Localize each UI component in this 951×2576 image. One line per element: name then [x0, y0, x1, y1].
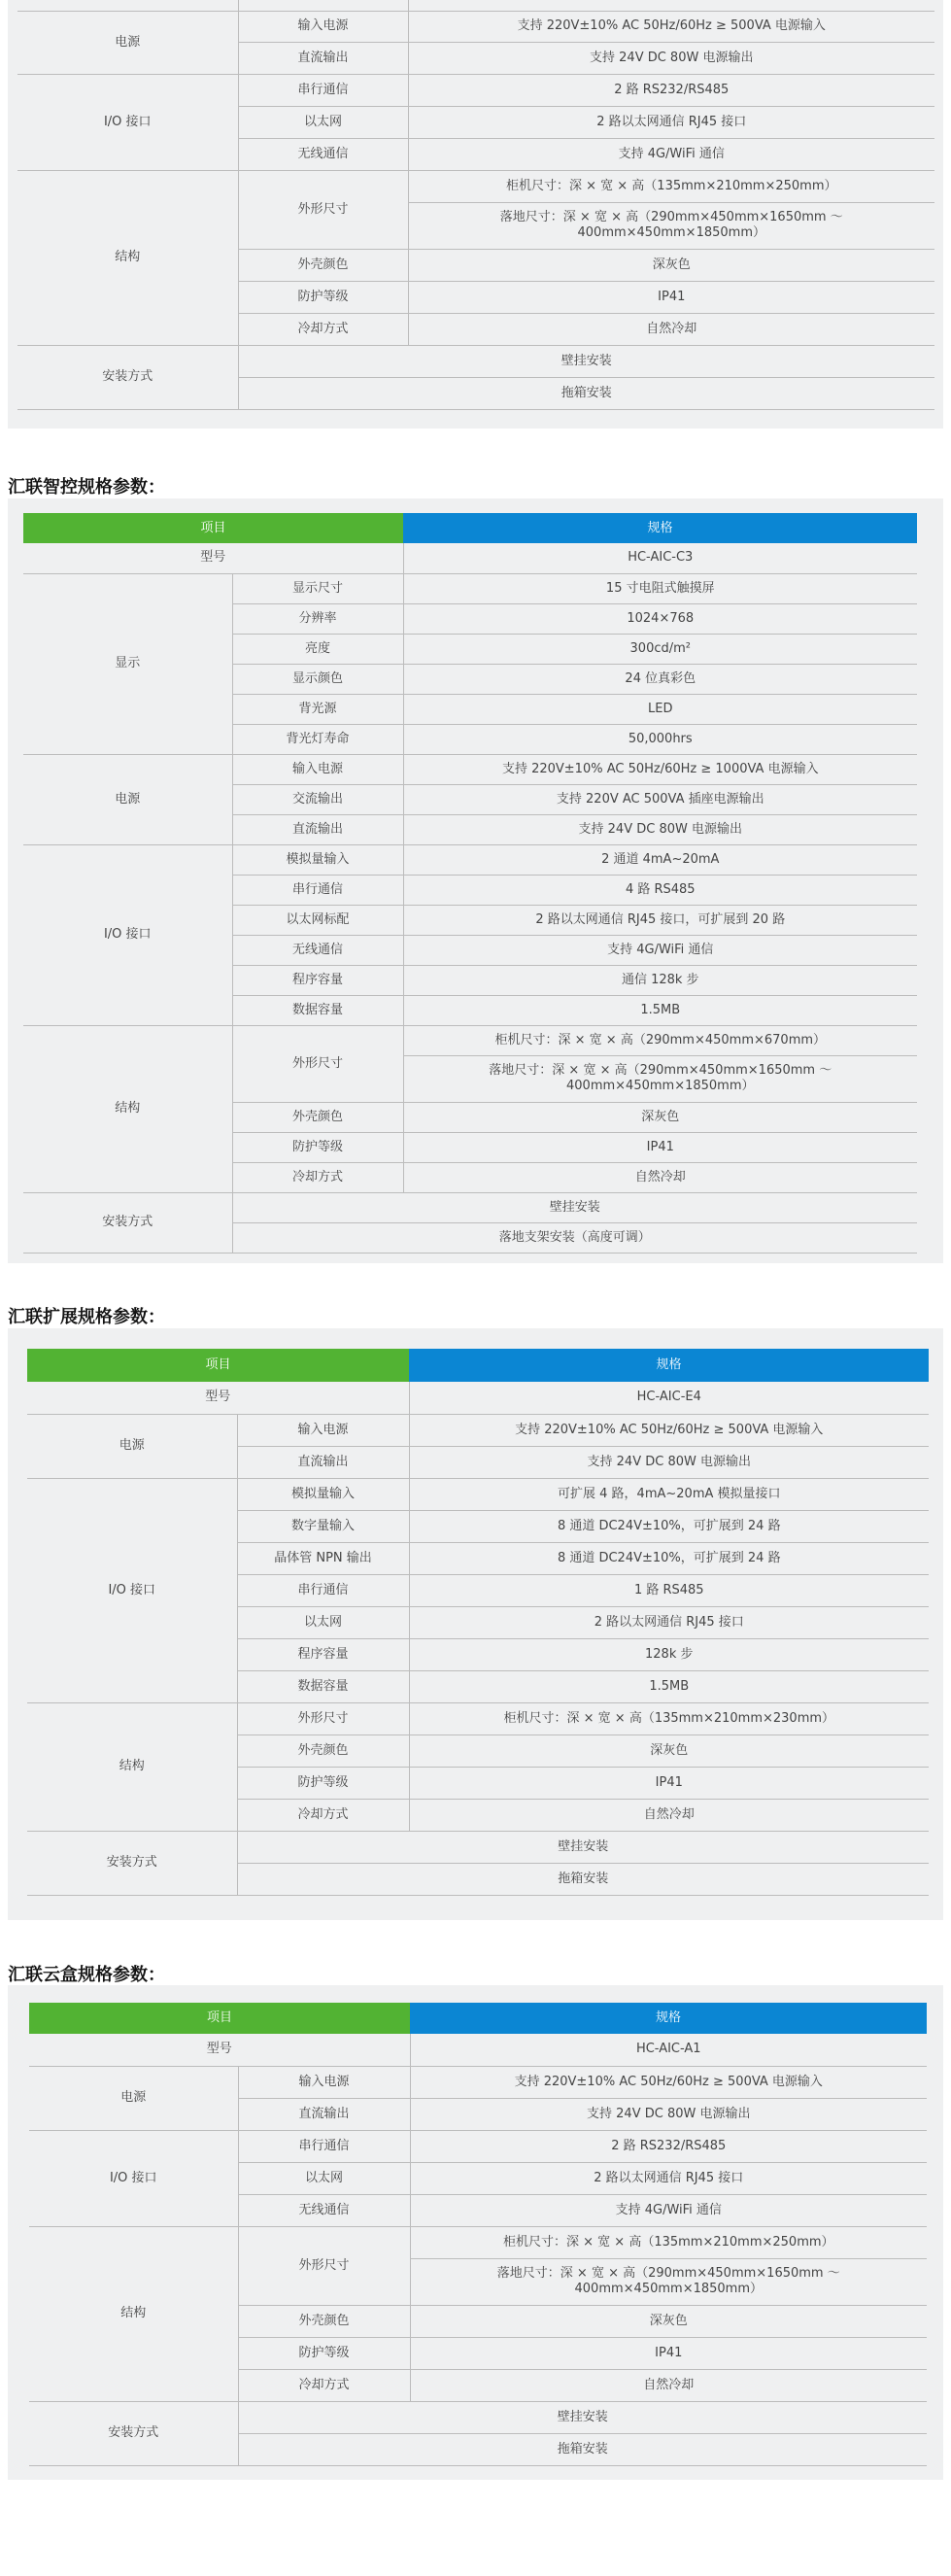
row-label: 防护等级 [237, 1767, 409, 1799]
row-value: 柜机尺寸：深 × 宽 × 高（135mm×210mm×250mm） [408, 170, 934, 202]
spec-table-1 [17, 0, 934, 410]
table-header [23, 513, 917, 543]
row-value: 拖箱安装 [238, 2433, 927, 2465]
row-value: 支持 24V DC 80W 电源输出 [408, 42, 934, 74]
row-value: 柜机尺寸：深 × 宽 × 高（290mm×450mm×670mm） [403, 1025, 917, 1055]
row-value: 落地支架安装（高度可调） [232, 1222, 917, 1253]
row-value: 1024×768 [403, 603, 917, 634]
row-value: 深灰色 [410, 2305, 927, 2337]
header-spec: 规格 [403, 513, 917, 543]
row-label: 背光源 [232, 694, 403, 724]
row-label: 输入电源 [238, 2066, 410, 2098]
row-value: 1.5MB [403, 995, 917, 1025]
row-label: 冷却方式 [238, 2369, 410, 2401]
header-item: 项目 [27, 1349, 409, 1382]
row-label: 外形尺寸 [238, 2226, 410, 2305]
row-value: 自然冷却 [410, 2369, 927, 2401]
row-label: 防护等级 [232, 1132, 403, 1162]
section-title-cloud-box: 汇联云盒规格参数： [8, 1965, 165, 1985]
row-value: 支持 24V DC 80W 电源输出 [410, 2098, 927, 2130]
row-value: 支持 4G/WiFi 通信 [408, 138, 934, 170]
group-structure: 结构 [23, 1025, 232, 1192]
group-power: 电源 [17, 11, 238, 74]
row-label: 模拟量输入 [237, 1478, 409, 1510]
row-value: 15 寸电阻式触摸屏 [403, 573, 917, 603]
row-value: 深灰色 [403, 1102, 917, 1132]
row-value: 2 路以太网通信 RJ45 接口 [410, 2162, 927, 2194]
row-label: 冷却方式 [232, 1162, 403, 1192]
group-structure: 结构 [17, 170, 238, 345]
row-label: 防护等级 [238, 2337, 410, 2369]
row-value: 2 路 RS232/RS485 [408, 74, 934, 106]
row-value: IP41 [409, 1767, 929, 1799]
row-label: 外壳颜色 [238, 2305, 410, 2337]
row-label: 串行通信 [237, 1574, 409, 1606]
row-value: 2 路以太网通信 RJ45 接口，可扩展到 20 路 [403, 905, 917, 935]
group-structure: 结构 [29, 2226, 238, 2401]
row-value: 拖箱安装 [238, 377, 934, 409]
row-value: 2 路以太网通信 RJ45 接口 [409, 1606, 929, 1638]
row-label: 数字量输入 [237, 1510, 409, 1542]
row-value: 24 位真彩色 [403, 664, 917, 694]
row-label: 显示尺寸 [232, 573, 403, 603]
row-value: 自然冷却 [409, 1799, 929, 1831]
row-value: 1.5MB [409, 1670, 929, 1702]
table-row [23, 543, 917, 573]
row-label: 程序容量 [237, 1638, 409, 1670]
row-label: 串行通信 [238, 2130, 410, 2162]
table-row [29, 2034, 927, 2066]
row-value: LED [403, 694, 917, 724]
row-label: 亮度 [232, 634, 403, 664]
header-spec: 规格 [410, 2003, 927, 2034]
spec-table-2 [23, 513, 917, 1254]
group-io: I/O 接口 [29, 2130, 238, 2226]
row-value: 深灰色 [408, 249, 934, 281]
group-install: 安装方式 [17, 345, 238, 409]
row-value: 落地尺寸：深 × 宽 × 高（290mm×450mm×1650mm ～ 400mm×450mm×1850mm） [403, 1055, 917, 1102]
row-value: 2 路以太网通信 RJ45 接口 [408, 106, 934, 138]
row-label: 显示颜色 [232, 664, 403, 694]
row-label: 冷却方式 [237, 1799, 409, 1831]
group-install: 安装方式 [27, 1831, 237, 1895]
header-item: 项目 [29, 2003, 410, 2034]
row-value: 1 路 RS485 [409, 1574, 929, 1606]
row-label: 以太网标配 [232, 905, 403, 935]
header-spec: 规格 [409, 1349, 929, 1382]
group-display: 显示 [23, 573, 232, 754]
table-row [27, 1382, 929, 1414]
row-label: 外壳颜色 [237, 1735, 409, 1767]
table-row [17, 74, 934, 106]
row-value: 深灰色 [409, 1735, 929, 1767]
row-value: 落地尺寸：深 × 宽 × 高（290mm×450mm×1650mm ～ 400mm×450mm×1850mm） [410, 2258, 927, 2305]
row-value: 拖箱安装 [237, 1863, 929, 1895]
row-label: 外壳颜色 [232, 1102, 403, 1132]
row-label: 直流输出 [237, 1446, 409, 1478]
table-row [27, 1414, 929, 1446]
table-row [29, 2130, 927, 2162]
row-label: 晶体管 NPN 输出 [237, 1542, 409, 1574]
row-label: 外壳颜色 [238, 249, 408, 281]
spec-table-4 [29, 2003, 927, 2466]
row-value: IP41 [410, 2337, 927, 2369]
row-label: 程序容量 [232, 965, 403, 995]
table-header [27, 1349, 929, 1382]
row-value: 可扩展 4 路，4mA~20mA 模拟量接口 [409, 1478, 929, 1510]
row-label: 模拟量输入 [232, 844, 403, 875]
row-value: 柜机尺寸：深 × 宽 × 高（135mm×210mm×250mm） [410, 2226, 927, 2258]
row-value: 支持 24V DC 80W 电源输出 [409, 1446, 929, 1478]
row-label: 以太网 [238, 106, 408, 138]
table-row [23, 1025, 917, 1055]
table-row [27, 1831, 929, 1863]
row-label: 串行通信 [232, 875, 403, 905]
section-title-smart-control: 汇联智控规格参数： [8, 477, 165, 498]
row-value: 壁挂安装 [232, 1192, 917, 1222]
row-label: 直流输出 [238, 42, 408, 74]
group-power: 电源 [23, 754, 232, 844]
row-label: 输入电源 [232, 754, 403, 784]
row-value: 2 通道 4mA~20mA [403, 844, 917, 875]
row-value: 支持 220V±10% AC 50Hz/60Hz ≥ 500VA 电源输入 [409, 1414, 929, 1446]
row-label: 分辨率 [232, 603, 403, 634]
group-structure: 结构 [27, 1702, 237, 1831]
row-label: 数据容量 [232, 995, 403, 1025]
row-label: 外形尺寸 [238, 170, 408, 249]
group-install: 安装方式 [23, 1192, 232, 1253]
model-label: 型号 [29, 2034, 410, 2066]
group-power: 电源 [29, 2066, 238, 2130]
row-value: 自然冷却 [408, 313, 934, 345]
row-label: 外形尺寸 [237, 1702, 409, 1735]
group-io: I/O 接口 [27, 1478, 237, 1702]
row-value: 50,000hrs [403, 724, 917, 754]
row-label: 外形尺寸 [232, 1025, 403, 1102]
row-value: IP41 [403, 1132, 917, 1162]
row-label: 输入电源 [237, 1414, 409, 1446]
row-label: 冷却方式 [238, 313, 408, 345]
row-label: 无线通信 [232, 935, 403, 965]
row-value: IP41 [408, 281, 934, 313]
row-label: 直流输出 [232, 814, 403, 844]
row-value: 壁挂安装 [237, 1831, 929, 1863]
table-row [23, 1192, 917, 1222]
row-value: 8 通道 DC24V±10%，可扩展到 24 路 [409, 1542, 929, 1574]
group-io: I/O 接口 [17, 74, 238, 170]
row-label: 以太网 [237, 1606, 409, 1638]
table-row [23, 754, 917, 784]
section-title-extension: 汇联扩展规格参数： [8, 1307, 165, 1327]
group-install: 安装方式 [29, 2401, 238, 2465]
row-value: 柜机尺寸：深 × 宽 × 高（135mm×210mm×230mm） [409, 1702, 929, 1735]
row-value: 通信 128k 步 [403, 965, 917, 995]
table-row [17, 170, 934, 202]
row-label: 无线通信 [238, 2194, 410, 2226]
row-value: 壁挂安装 [238, 2401, 927, 2433]
row-label: 无线通信 [238, 138, 408, 170]
row-label: 数据容量 [237, 1670, 409, 1702]
row-value: 支持 24V DC 80W 电源输出 [403, 814, 917, 844]
row-label: 串行通信 [238, 74, 408, 106]
model-value: HC-AIC-E4 [409, 1382, 929, 1414]
table-header [29, 2003, 927, 2034]
model-value: HC-AIC-C3 [403, 543, 917, 573]
group-power: 电源 [27, 1414, 237, 1478]
row-value: 2 路 RS232/RS485 [410, 2130, 927, 2162]
group-io: I/O 接口 [23, 844, 232, 1025]
table-row [29, 2066, 927, 2098]
row-value: 支持 4G/WiFi 通信 [403, 935, 917, 965]
table-row [27, 1478, 929, 1510]
model-value: HC-AIC-A1 [410, 2034, 927, 2066]
row-value: 落地尺寸：深 × 宽 × 高（290mm×450mm×1650mm ～ 400mm×450mm×1850mm） [408, 202, 934, 249]
table-row [17, 345, 934, 377]
table-row [29, 2401, 927, 2433]
row-label: 以太网 [238, 2162, 410, 2194]
header-item: 项目 [23, 513, 403, 543]
table-row [23, 573, 917, 603]
row-value: 4 路 RS485 [403, 875, 917, 905]
row-label: 输入电源 [238, 11, 408, 42]
row-label: 防护等级 [238, 281, 408, 313]
row-value: 128k 步 [409, 1638, 929, 1670]
row-value: 支持 220V±10% AC 50Hz/60Hz ≥ 500VA 电源输入 [410, 2066, 927, 2098]
row-value: 支持 220V±10% AC 50Hz/60Hz ≥ 500VA 电源输入 [408, 11, 934, 42]
table-row [23, 844, 917, 875]
row-value: 支持 4G/WiFi 通信 [410, 2194, 927, 2226]
table-row [27, 1702, 929, 1735]
spec-table-3 [27, 1349, 929, 1896]
row-value: 壁挂安装 [238, 345, 934, 377]
model-label: 型号 [27, 1382, 409, 1414]
table-row [17, 11, 934, 42]
row-value: 自然冷却 [403, 1162, 917, 1192]
row-value: 支持 220V AC 500VA 插座电源输出 [403, 784, 917, 814]
row-label: 直流输出 [238, 2098, 410, 2130]
row-value: 8 通道 DC24V±10%，可扩展到 24 路 [409, 1510, 929, 1542]
table-row [29, 2226, 927, 2258]
row-value: 支持 220V±10% AC 50Hz/60Hz ≥ 1000VA 电源输入 [403, 754, 917, 784]
row-value: 300cd/m² [403, 634, 917, 664]
row-label: 背光灯寿命 [232, 724, 403, 754]
row-label: 交流输出 [232, 784, 403, 814]
model-label: 型号 [23, 543, 403, 573]
